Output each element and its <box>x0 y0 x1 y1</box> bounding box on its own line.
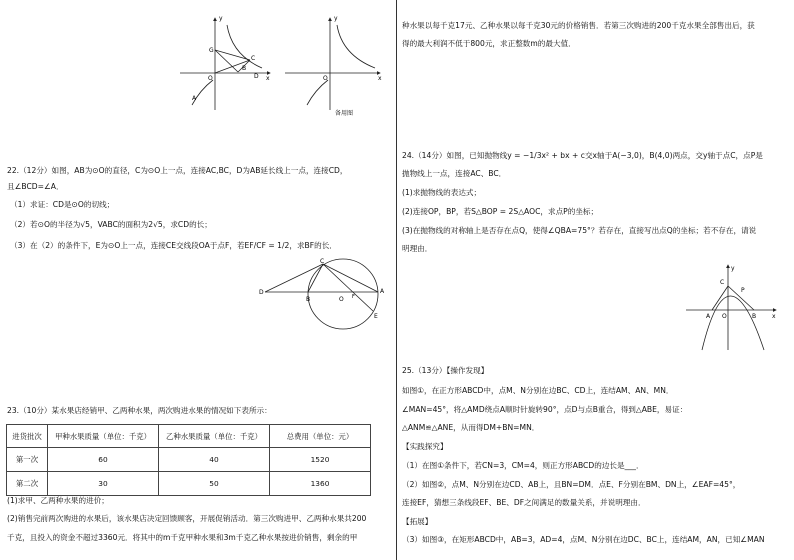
table-cell: 1520 <box>270 448 371 472</box>
q25-line1: 如图①，在正方形ABCD中，点M、N分别在边BC、CD上，连结AM、AN、MN． <box>402 386 674 395</box>
table-cell: 第一次 <box>7 448 48 472</box>
table-cell: 1360 <box>270 472 371 496</box>
table-header-cell: 进货批次 <box>7 425 48 448</box>
q23-table <box>6 424 371 496</box>
top-figures <box>170 10 400 125</box>
table-row <box>7 472 371 496</box>
q22-label-a: A <box>380 288 385 295</box>
q23-cont-line2: 得的最大利润不低于800元，求正整数m的最大值． <box>402 39 576 48</box>
q24-label-c: C <box>720 279 725 286</box>
table-cell: 第二次 <box>7 472 48 496</box>
q22-figure <box>255 256 390 331</box>
q22-line2: 且∠BCD=∠A． <box>7 182 64 191</box>
q25-line3: △ANM≌△ANE，从而得DM+BN=MN． <box>402 423 540 432</box>
fig1-label-a: A <box>192 95 197 102</box>
q24-part2: (2)连接OP，BP，若S△BOP = 2S△AOC，求点P的坐标； <box>402 207 599 216</box>
fig2-label-y: y <box>334 15 338 22</box>
q23-intro: 23.（10分）某水果店经销甲、乙两种水果，两次购进水果的情况如下表所示： <box>7 406 272 415</box>
q24-label-b: B <box>752 313 757 320</box>
q24-part1: (1)求抛物线的表达式； <box>402 188 482 197</box>
fig1-label-b: B <box>242 65 247 72</box>
q22-label-o: O <box>339 296 344 303</box>
q24-part3-line2: 明理由． <box>402 244 433 253</box>
q24-label-o: O <box>722 313 727 320</box>
table-header-cell: 乙种水果质量（单位：千克） <box>159 425 270 448</box>
q22-label-b: B <box>306 296 311 303</box>
q22-label-d: D <box>259 289 264 296</box>
table-header-cell: 甲种水果质量（单位：千克） <box>48 425 159 448</box>
q22-line1: 22.（12分）如图，AB为⊙O的直径，C为⊙O上一点，连接AC,BC，D为AB延长线上一点，连接CD， <box>7 166 348 175</box>
q25-explore1: （1）在图①条件下，若CN=3，CM=4，则正方形ABCD的边长是___． <box>402 461 644 470</box>
table-header-row <box>7 425 371 448</box>
fig1-label-g: G <box>209 47 214 54</box>
q22-label-f: F <box>352 294 355 300</box>
q24-label-y: y <box>731 265 735 272</box>
backup-figure-caption: 备用图 <box>335 110 354 117</box>
q25-extend-title: 【拓展】 <box>402 517 433 526</box>
q22-label-c: C <box>320 258 325 265</box>
table-row <box>7 448 371 472</box>
table-header-cell: 总费用（单位：元） <box>270 425 371 448</box>
fig1-label-d: D <box>254 73 259 80</box>
fig1-label-c: C <box>251 55 256 62</box>
q25-explore2-line2: 连接EF，猜想三条线段EF、BE、DF之间满足的数量关系，并说明理由． <box>402 498 646 507</box>
q24-label-x: x <box>772 313 776 320</box>
q25-explore2-line1: （2）如图②，点M、N分别在边CD、AB上，且BN=DM．点E、F分别在BM、DN上，∠EAF=45°， <box>402 480 741 489</box>
q23-part2-line1: (2)销售完前两次购进的水果后，该水果店决定回馈顾客，开展促销活动．第三次购进甲、乙两种水果共200 <box>7 514 367 523</box>
q24-part3-line1: (3)在抛物线的对称轴上是否存在点Q，使得∠QBA=75°？若存在，直接写出点Q的坐标；若不存在，请说 <box>402 226 757 235</box>
q24-label-p: P <box>741 287 745 294</box>
table-cell: 30 <box>48 472 159 496</box>
q24-line2: 抛物线上一点，连接AC、BC． <box>402 169 507 178</box>
q22-part1: （1）求证：CD是⊙O的切线； <box>10 200 115 209</box>
q24-label-a: A <box>706 313 711 320</box>
fig1-label-o: O <box>208 75 213 82</box>
table-cell: 40 <box>159 448 270 472</box>
table-cell: 60 <box>48 448 159 472</box>
q22-label-e: E <box>374 313 378 320</box>
figure-2 <box>285 18 380 110</box>
fig1-label-y: y <box>219 15 223 22</box>
q22-part3: （3）在（2）的条件下，E为⊙O上一点，连接CE交线段OA于点F，若EF/CF = 1/2，求BF的长． <box>10 241 337 250</box>
left-column <box>0 0 396 560</box>
q25-extend1: （3）如图③，在矩形ABCD中，AB=3，AD=4，点M、N分别在边DC、BC上，连结AM，AN，已知∠MAN <box>402 535 765 544</box>
q25-line2: ∠MAN=45°，将△AMD绕点A顺时针旋转90°，点D与点B重合，得到△ABE，易证： <box>402 405 688 414</box>
fig2-label-o: O <box>323 75 328 82</box>
q25-title: 25.（13分）【操作发现】 <box>402 366 489 375</box>
q23-part1: (1)求甲、乙两种水果的进价； <box>7 496 109 505</box>
fig1-label-x: x <box>266 75 270 82</box>
q23-cont-line1: 种水果以每千克17元、乙种水果以每千克30元的价格销售．若第三次购进的200千克水果全部售出后，获 <box>402 21 755 30</box>
q22-part2: （2）若⊙O的半径为√5，VABC的面积为2√5，求CD的长； <box>10 220 212 229</box>
q23-part2-line2: 千克，且投入的资金不超过3360元．将其中的m千克甲种水果和3m千克乙种水果按进价销售，剩余的甲 <box>7 533 358 542</box>
right-column <box>400 0 794 560</box>
table-cell: 50 <box>159 472 270 496</box>
q24-parabola-figure <box>684 262 779 352</box>
fig2-label-x: x <box>378 75 382 82</box>
q25-explore-title: 【实践探究】 <box>402 442 448 451</box>
q24-line1: 24.（14分）如图，已知抛物线y = −1/3x² + bx + c交x轴于A(−3,0)，B(4,0)两点，交y轴于点C，点P是 <box>402 151 763 160</box>
